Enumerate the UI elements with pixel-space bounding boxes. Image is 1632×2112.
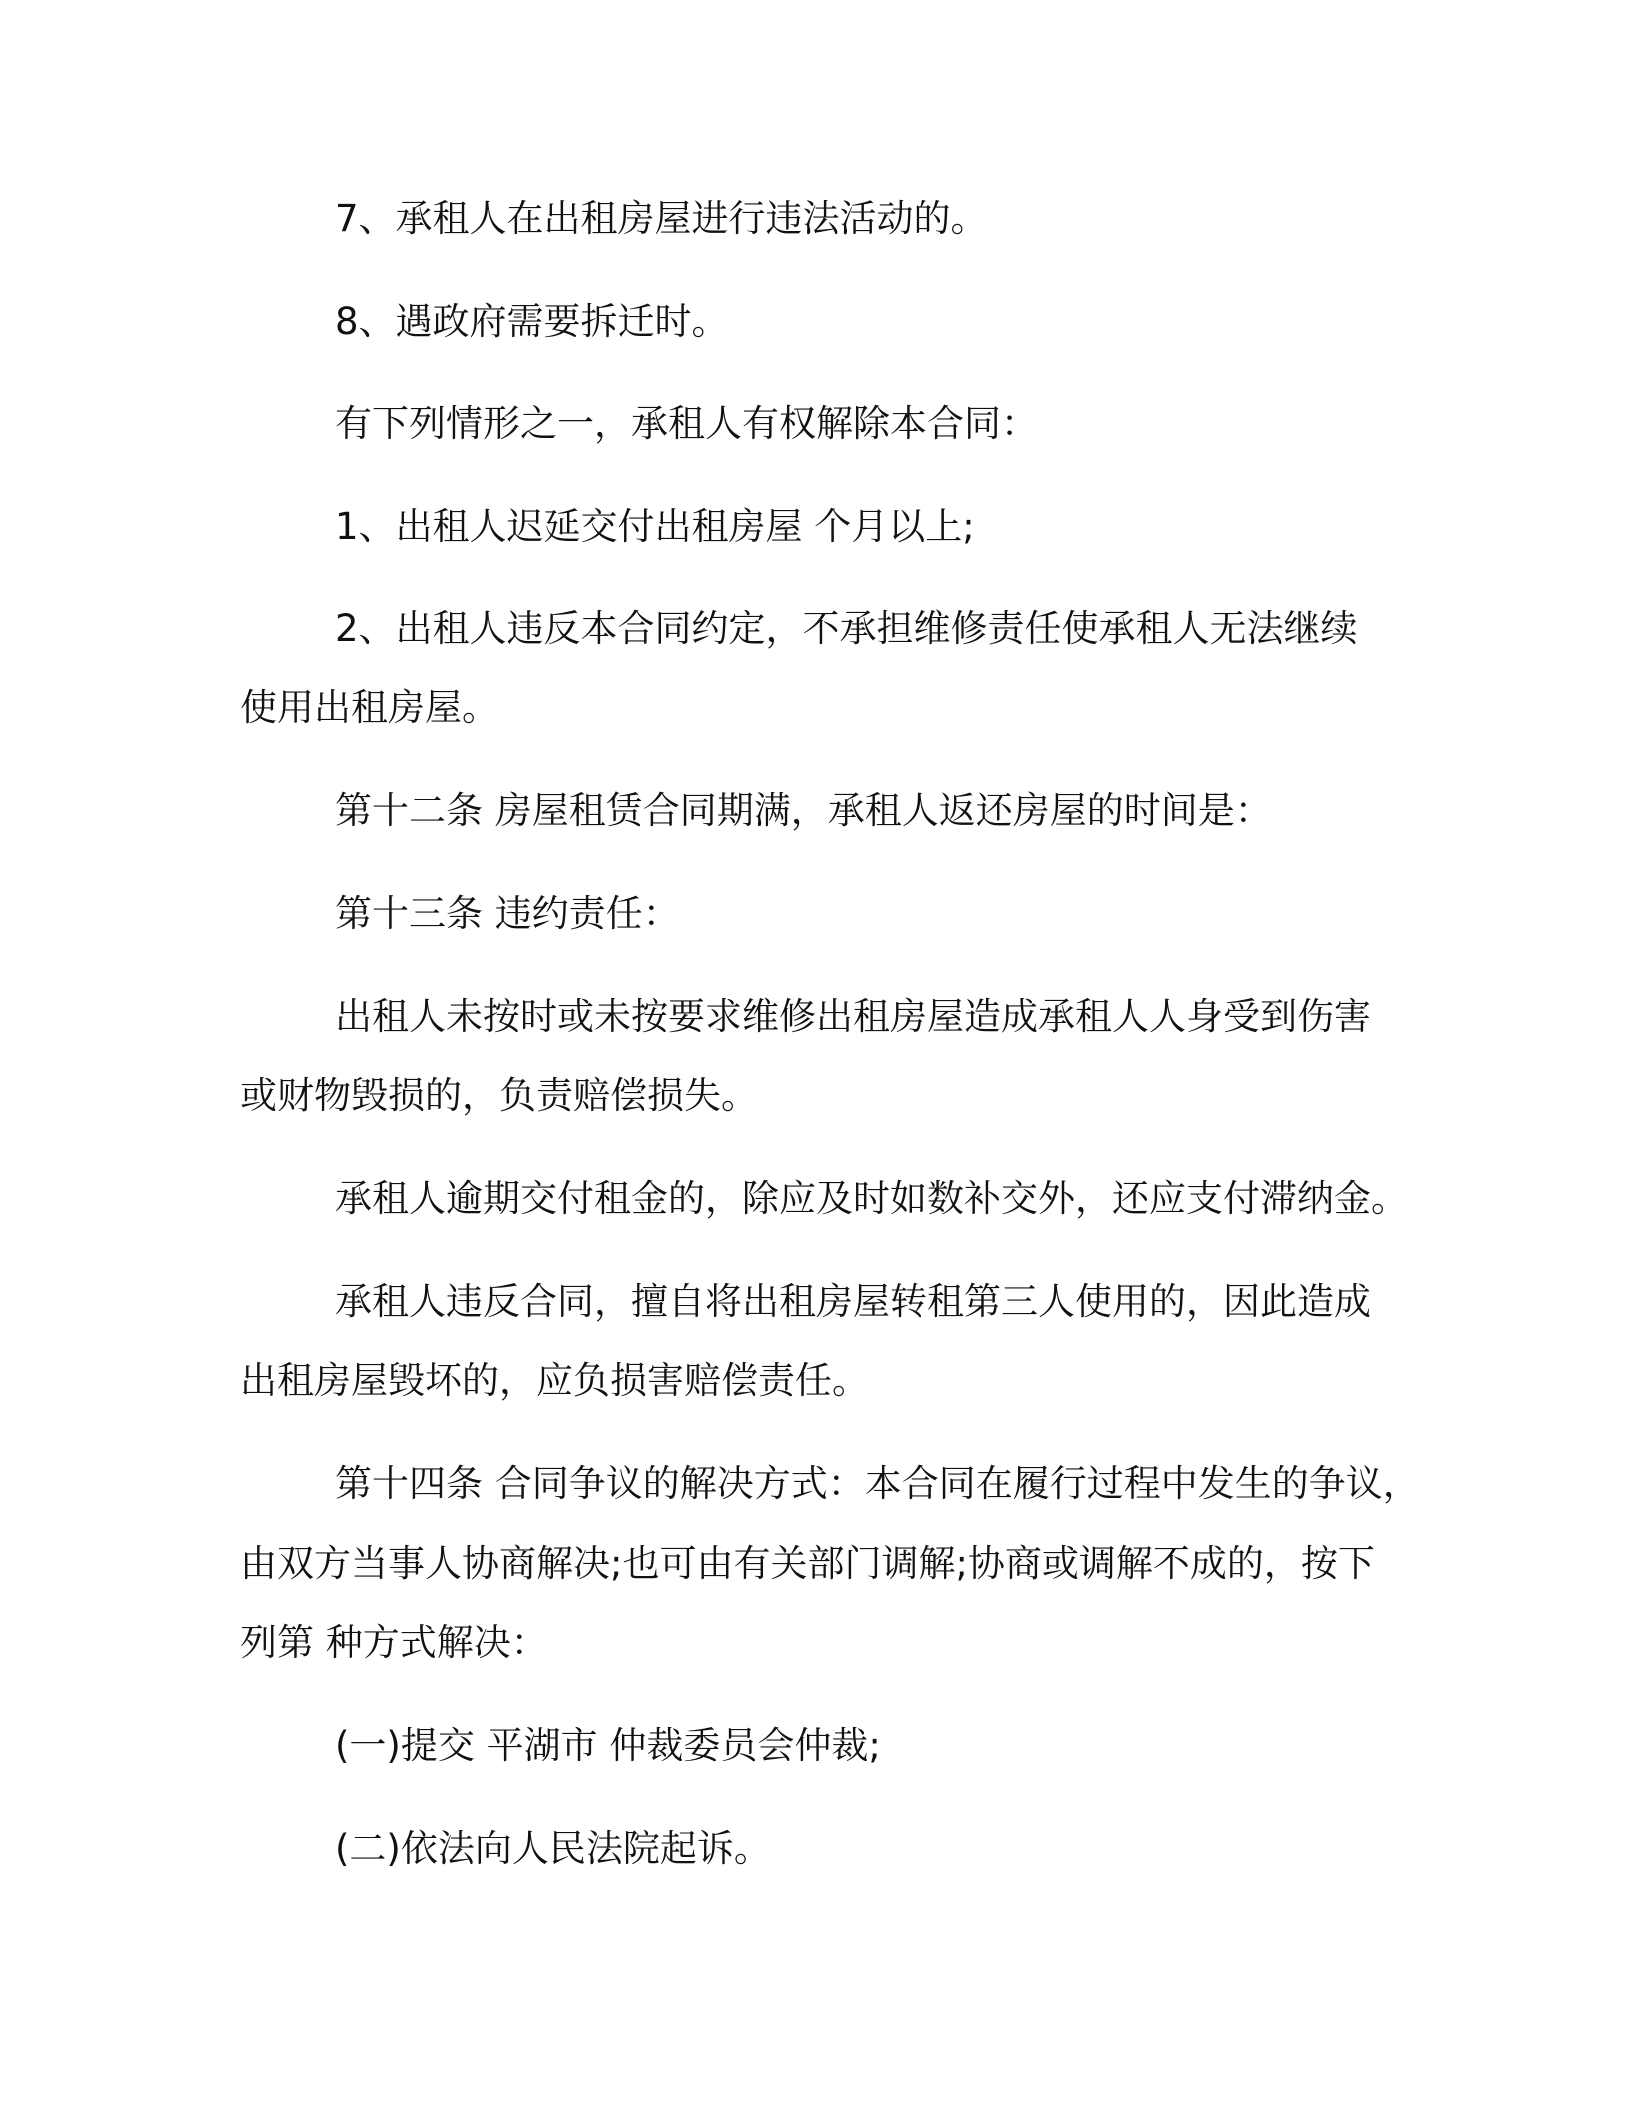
paragraph-line: 由双方当事人协商解决;也可由有关部门调解;协商或调解不成的，按下 — [240, 1542, 1375, 1585]
paragraph-line: 1、出租人迟延交付出租房屋 个月以上; — [335, 505, 975, 548]
paragraph-line: 2、出租人违反本合同约定，不承担维修责任使承租人无法继续 — [335, 607, 1358, 650]
paragraph-line: (二)依法向人民法院起诉。 — [335, 1827, 771, 1870]
paragraph-line: 7、承租人在出租房屋进行违法活动的。 — [335, 197, 988, 240]
paragraph-line: 第十四条 合同争议的解决方式：本合同在履行过程中发生的争议， — [335, 1462, 1420, 1505]
paragraph-line: 8、遇政府需要拆迁时。 — [335, 300, 729, 343]
paragraph-line: 承租人逾期交付租金的，除应及时如数补交外，还应支付滞纳金。 — [335, 1177, 1408, 1220]
paragraph-line: 使用出租房屋。 — [240, 686, 499, 729]
paragraph-line: (一)提交 平湖市 仲裁委员会仲裁; — [335, 1724, 881, 1767]
paragraph-line: 或财物毁损的，负责赔偿损失。 — [240, 1074, 758, 1117]
paragraph-line: 列第 种方式解决： — [240, 1621, 548, 1664]
paragraph-line: 出租房屋毁坏的，应负损害赔偿责任。 — [240, 1359, 869, 1402]
paragraph-line: 有下列情形之一，承租人有权解除本合同： — [335, 402, 1038, 445]
paragraph-line: 出租人未按时或未按要求维修出租房屋造成承租人人身受到伤害 — [335, 995, 1371, 1038]
paragraph-line: 第十三条 违约责任： — [335, 892, 680, 935]
paragraph-line: 第十二条 房屋租赁合同期满，承租人返还房屋的时间是： — [335, 789, 1272, 832]
paragraph-line: 承租人违反合同，擅自将出租房屋转租第三人使用的，因此造成 — [335, 1280, 1371, 1323]
